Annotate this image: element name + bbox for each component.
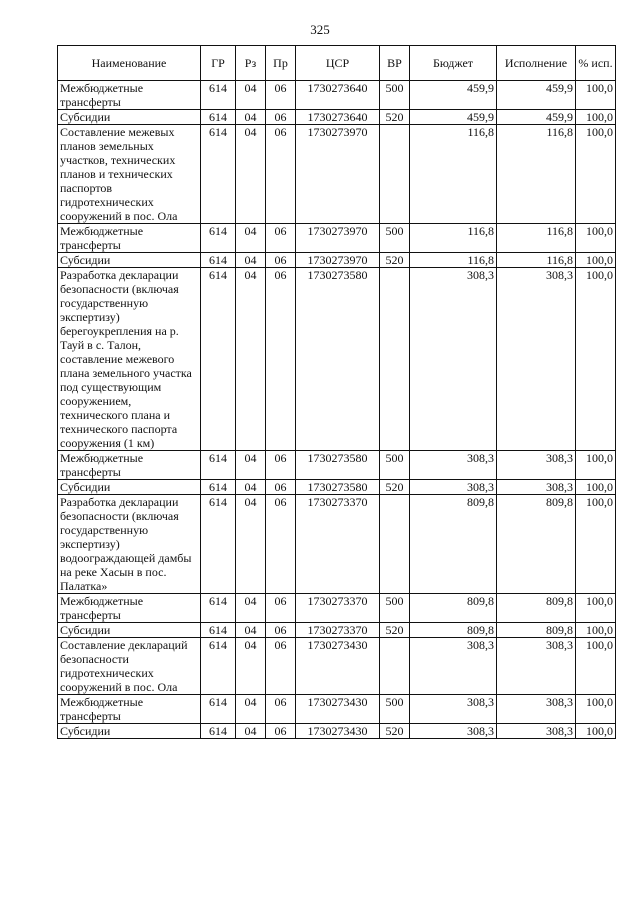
- cell-execution: 308,3: [497, 451, 576, 480]
- cell-vr: [380, 495, 410, 594]
- table-row: [58, 480, 616, 495]
- cell-vr: 500: [380, 224, 410, 253]
- cell-budget: 809,8: [410, 495, 497, 594]
- cell-rz: 04: [236, 81, 266, 110]
- cell-execution: 116,8: [497, 253, 576, 268]
- table-row: [58, 724, 616, 739]
- cell-percent: 100,0: [576, 480, 616, 495]
- cell-gr: 614: [201, 110, 236, 125]
- page-number: 325: [310, 22, 330, 37]
- cell-gr: 614: [201, 253, 236, 268]
- cell-pr: 06: [266, 451, 296, 480]
- table-row: [58, 495, 616, 594]
- cell-rz: 04: [236, 268, 266, 451]
- cell-pr: 06: [266, 81, 296, 110]
- cell-csr: 1730273970: [296, 224, 380, 253]
- cell-execution: 308,3: [497, 695, 576, 724]
- cell-percent: 100,0: [576, 451, 616, 480]
- table-row: [58, 638, 616, 695]
- cell-budget: 308,3: [410, 268, 497, 451]
- cell-budget: 116,8: [410, 224, 497, 253]
- cell-execution: 308,3: [497, 638, 576, 695]
- cell-execution: 459,9: [497, 110, 576, 125]
- table-row: [58, 623, 616, 638]
- cell-percent: 100,0: [576, 125, 616, 224]
- cell-rz: 04: [236, 480, 266, 495]
- cell-vr: 500: [380, 695, 410, 724]
- cell-vr: 520: [380, 253, 410, 268]
- cell-name: Межбюджетные трансферты: [58, 451, 201, 480]
- cell-percent: 100,0: [576, 695, 616, 724]
- cell-gr: 614: [201, 224, 236, 253]
- cell-pr: 06: [266, 623, 296, 638]
- cell-name: Межбюджетные трансферты: [58, 81, 201, 110]
- cell-budget: 116,8: [410, 253, 497, 268]
- cell-name: Субсидии: [58, 110, 201, 125]
- cell-percent: 100,0: [576, 638, 616, 695]
- cell-csr: 1730273430: [296, 695, 380, 724]
- cell-percent: 100,0: [576, 110, 616, 125]
- header-rz: Рз: [236, 46, 266, 81]
- cell-gr: 614: [201, 495, 236, 594]
- cell-csr: 1730273580: [296, 451, 380, 480]
- cell-vr: 520: [380, 623, 410, 638]
- cell-vr: 520: [380, 724, 410, 739]
- budget-table: [57, 45, 616, 739]
- cell-name: Субсидии: [58, 623, 201, 638]
- cell-percent: 100,0: [576, 268, 616, 451]
- cell-rz: 04: [236, 495, 266, 594]
- cell-budget: 308,3: [410, 724, 497, 739]
- cell-csr: 1730273580: [296, 268, 380, 451]
- cell-name: Межбюджетные трансферты: [58, 695, 201, 724]
- cell-vr: 500: [380, 594, 410, 623]
- cell-execution: 308,3: [497, 268, 576, 451]
- cell-gr: 614: [201, 451, 236, 480]
- cell-name: Разработка декларации безопасности (включая государственную экспертизу) водоограждающей дамбы на реке Хасын в пос. Палатка»: [58, 495, 201, 594]
- header-budget: Бюджет: [410, 46, 497, 81]
- cell-vr: [380, 638, 410, 695]
- cell-pr: 06: [266, 695, 296, 724]
- cell-rz: 04: [236, 594, 266, 623]
- cell-pr: 06: [266, 125, 296, 224]
- cell-name: Субсидии: [58, 724, 201, 739]
- cell-csr: 1730273970: [296, 125, 380, 224]
- cell-execution: 809,8: [497, 495, 576, 594]
- cell-pr: 06: [266, 224, 296, 253]
- cell-gr: 614: [201, 480, 236, 495]
- table-row: [58, 224, 616, 253]
- cell-execution: 809,8: [497, 623, 576, 638]
- table-row: [58, 110, 616, 125]
- table-row: [58, 268, 616, 451]
- cell-csr: 1730273580: [296, 480, 380, 495]
- cell-rz: 04: [236, 110, 266, 125]
- cell-gr: 614: [201, 623, 236, 638]
- cell-csr: 1730273430: [296, 724, 380, 739]
- cell-name: Межбюджетные трансферты: [58, 224, 201, 253]
- cell-csr: 1730273640: [296, 81, 380, 110]
- table-header-row: [58, 46, 616, 81]
- cell-pr: 06: [266, 594, 296, 623]
- cell-execution: 308,3: [497, 480, 576, 495]
- cell-execution: 809,8: [497, 594, 576, 623]
- cell-vr: 520: [380, 480, 410, 495]
- cell-csr: 1730273970: [296, 253, 380, 268]
- cell-vr: [380, 268, 410, 451]
- cell-budget: 308,3: [410, 451, 497, 480]
- table-row: [58, 253, 616, 268]
- cell-percent: 100,0: [576, 224, 616, 253]
- cell-name: Разработка декларации безопасности (включая государственную экспертизу) берегоукрепления на р. Тауй в с. Талон, составление межевого плана земельного участка под существующим сооружением, технического плана и технического паспорта сооружения (1 км): [58, 268, 201, 451]
- cell-budget: 308,3: [410, 695, 497, 724]
- cell-csr: 1730273640: [296, 110, 380, 125]
- table-body: [58, 81, 616, 739]
- header-percent: % исп.: [576, 46, 616, 81]
- table-row: [58, 451, 616, 480]
- cell-budget: 308,3: [410, 480, 497, 495]
- header-pr: Пр: [266, 46, 296, 81]
- cell-budget: 308,3: [410, 638, 497, 695]
- cell-vr: [380, 125, 410, 224]
- cell-percent: 100,0: [576, 594, 616, 623]
- header-gr: ГР: [201, 46, 236, 81]
- cell-execution: 459,9: [497, 81, 576, 110]
- cell-gr: 614: [201, 268, 236, 451]
- cell-csr: 1730273370: [296, 623, 380, 638]
- cell-gr: 614: [201, 594, 236, 623]
- cell-execution: 116,8: [497, 125, 576, 224]
- cell-name: Составление деклараций безопасности гидротехнических сооружений в пос. Ола: [58, 638, 201, 695]
- cell-csr: 1730273430: [296, 638, 380, 695]
- cell-name: Субсидии: [58, 253, 201, 268]
- cell-gr: 614: [201, 81, 236, 110]
- header-vr: ВР: [380, 46, 410, 81]
- cell-pr: 06: [266, 495, 296, 594]
- header-execution: Исполнение: [497, 46, 576, 81]
- cell-rz: 04: [236, 451, 266, 480]
- cell-name: Субсидии: [58, 480, 201, 495]
- cell-budget: 809,8: [410, 594, 497, 623]
- table-row: [58, 81, 616, 110]
- header-csr: ЦСР: [296, 46, 380, 81]
- cell-pr: 06: [266, 110, 296, 125]
- cell-rz: 04: [236, 724, 266, 739]
- cell-csr: 1730273370: [296, 594, 380, 623]
- table-row: [58, 695, 616, 724]
- cell-gr: 614: [201, 695, 236, 724]
- cell-name: Составление межевых планов земельных участков, технических планов и технических паспортов гидротехнических сооружений в пос. Ола: [58, 125, 201, 224]
- cell-pr: 06: [266, 638, 296, 695]
- cell-percent: 100,0: [576, 623, 616, 638]
- cell-rz: 04: [236, 224, 266, 253]
- cell-percent: 100,0: [576, 81, 616, 110]
- table-row: [58, 125, 616, 224]
- cell-percent: 100,0: [576, 495, 616, 594]
- cell-csr: 1730273370: [296, 495, 380, 594]
- cell-vr: 500: [380, 451, 410, 480]
- cell-pr: 06: [266, 268, 296, 451]
- cell-vr: 520: [380, 110, 410, 125]
- cell-budget: 459,9: [410, 81, 497, 110]
- cell-rz: 04: [236, 125, 266, 224]
- cell-execution: 116,8: [497, 224, 576, 253]
- table-row: [58, 594, 616, 623]
- cell-budget: 459,9: [410, 110, 497, 125]
- cell-budget: 116,8: [410, 125, 497, 224]
- cell-pr: 06: [266, 253, 296, 268]
- cell-pr: 06: [266, 724, 296, 739]
- header-name: Наименование: [58, 46, 201, 81]
- cell-name: Межбюджетные трансферты: [58, 594, 201, 623]
- cell-vr: 500: [380, 81, 410, 110]
- cell-rz: 04: [236, 623, 266, 638]
- cell-budget: 809,8: [410, 623, 497, 638]
- cell-rz: 04: [236, 695, 266, 724]
- cell-percent: 100,0: [576, 253, 616, 268]
- cell-percent: 100,0: [576, 724, 616, 739]
- cell-gr: 614: [201, 638, 236, 695]
- cell-pr: 06: [266, 480, 296, 495]
- cell-gr: 614: [201, 125, 236, 224]
- cell-rz: 04: [236, 638, 266, 695]
- cell-rz: 04: [236, 253, 266, 268]
- cell-gr: 614: [201, 724, 236, 739]
- cell-execution: 308,3: [497, 724, 576, 739]
